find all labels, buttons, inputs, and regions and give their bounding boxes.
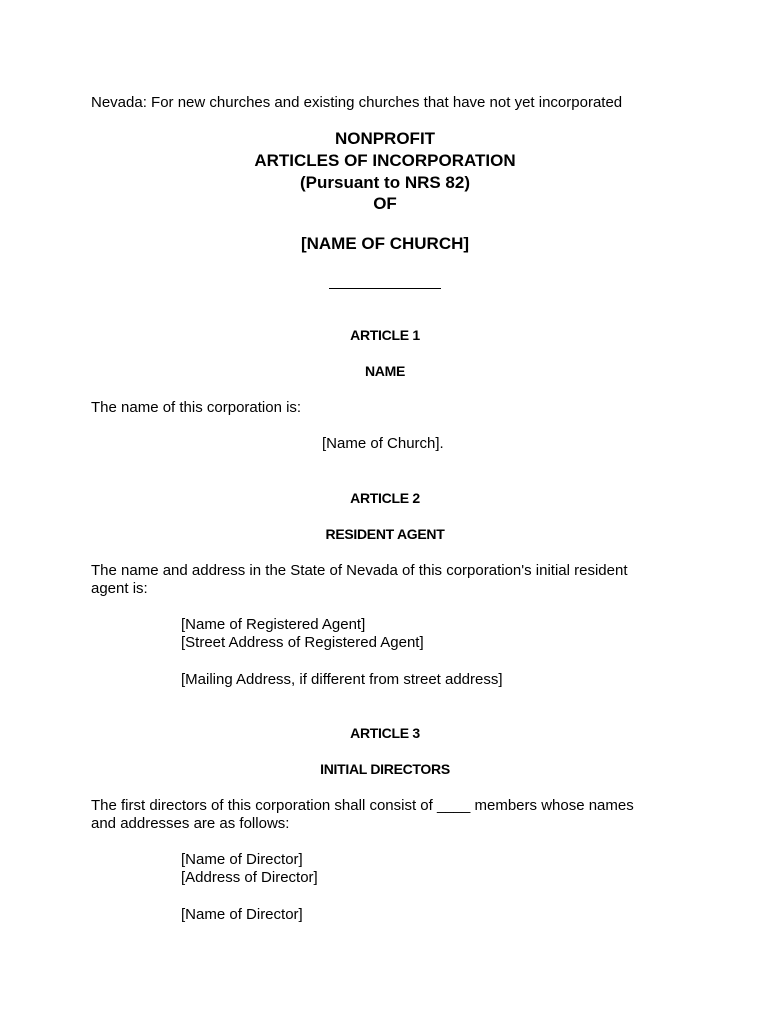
article-3-text-line2: and addresses are as follows: xyxy=(91,815,290,832)
article-1-heading: NAME xyxy=(364,363,406,379)
article-2-text-line2: agent is: xyxy=(91,580,148,597)
article-2-heading: RESIDENT AGENT xyxy=(325,526,445,542)
director-1-name: [Name of Director] xyxy=(181,851,303,868)
director-2-name: [Name of Director] xyxy=(181,906,303,923)
article-2-text-line1: The name and address in the State of Nevada of this corporation's initial resident xyxy=(91,562,628,579)
article-3-heading: INITIAL DIRECTORS xyxy=(320,761,450,777)
article-3-number: ARTICLE 3 xyxy=(350,725,420,741)
agent-name: [Name of Registered Agent] xyxy=(181,616,366,633)
article-3-text-line1: The first directors of this corporation shall consist of ____ members whose names xyxy=(91,797,634,814)
article-1-text: The name of this corporation is: xyxy=(91,399,302,416)
agent-street-address: [Street Address of Registered Agent] xyxy=(181,634,424,651)
header-note: Nevada: For new churches and existing churches that have not yet incorporated xyxy=(91,94,623,111)
article-2-number: ARTICLE 2 xyxy=(350,490,420,506)
title-of: OF xyxy=(373,194,397,213)
title-church-name: [NAME OF CHURCH] xyxy=(300,234,470,253)
agent-mailing-address: [Mailing Address, if different from street address] xyxy=(181,671,503,688)
article-1-number: ARTICLE 1 xyxy=(350,327,420,343)
title-divider xyxy=(329,288,441,289)
title-statute: (Pursuant to NRS 82) xyxy=(299,173,471,192)
article-1-church-name: [Name of Church]. xyxy=(322,435,444,452)
title-nonprofit: NONPROFIT xyxy=(334,129,436,148)
title-articles: ARTICLES OF INCORPORATION xyxy=(254,151,516,170)
director-1-address: [Address of Director] xyxy=(181,869,318,886)
